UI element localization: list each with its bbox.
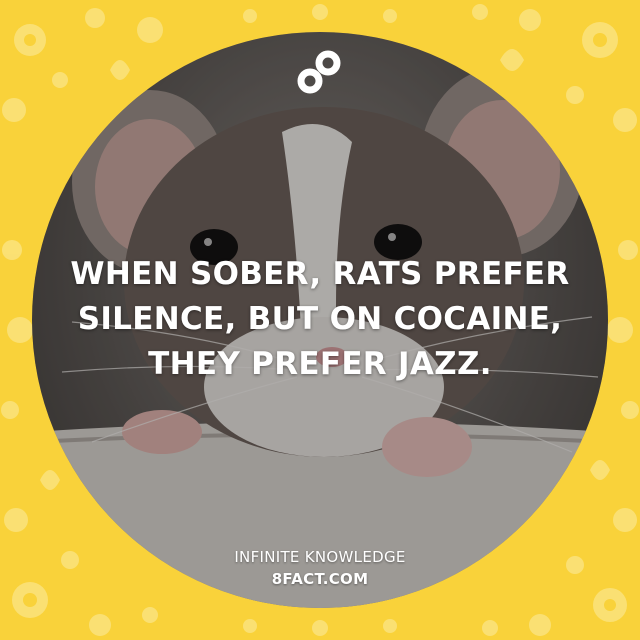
footer <box>120 546 520 590</box>
infinity-8-icon <box>293 50 347 94</box>
tagline: INFINITE KNOWLEDGE <box>234 548 406 566</box>
fact-line: WHEN SOBER, RATS PREFER <box>70 256 570 292</box>
fact-line: THEY PREFER JAZZ. <box>148 346 492 382</box>
fact-headline <box>60 252 580 387</box>
fact-line: SILENCE, BUT ON COCAINE, <box>77 301 563 337</box>
site-link[interactable]: 8FACT.COM <box>271 570 369 588</box>
